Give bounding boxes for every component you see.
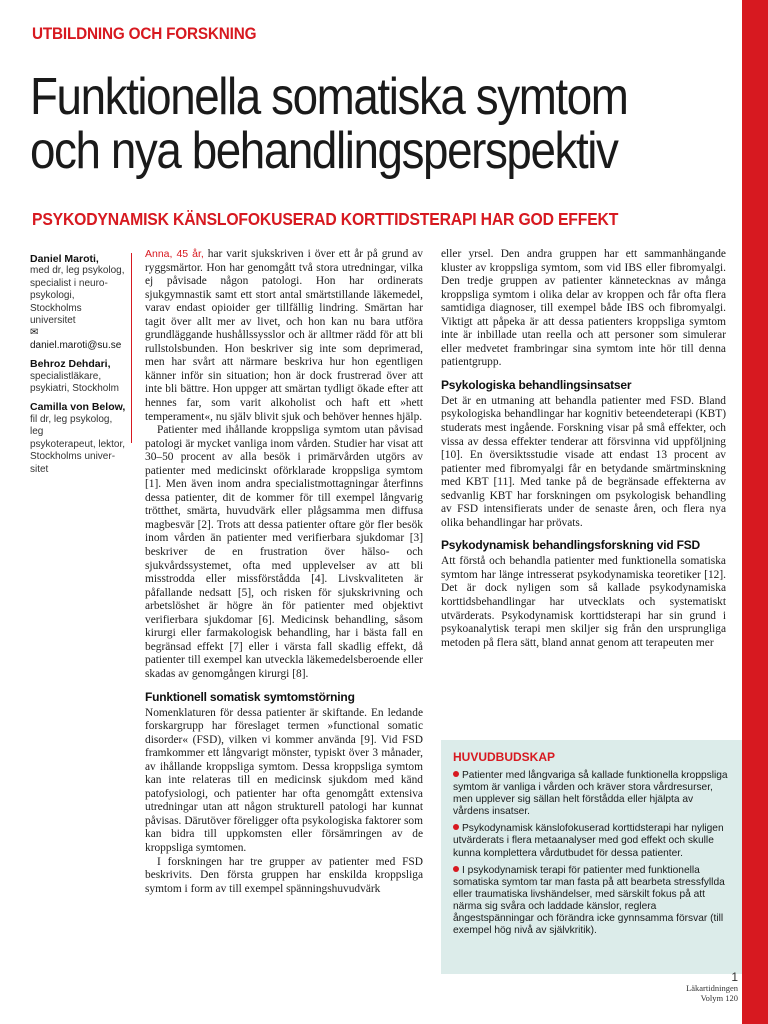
author-name: Behroz Dehdari,: [30, 358, 111, 371]
author-affiliation: med dr, leg psykolog,: [30, 265, 125, 277]
author-list: [30, 253, 128, 482]
key-messages-title: HUVUDBUDSKAP: [453, 750, 556, 764]
key-messages-box: [441, 740, 742, 974]
paragraph: I forskningen har tre grupper av patienter med FSD beskrivits. Den första gruppen har enskilda kroppsliga symtom i form av till exempel spänningshuvudvärk: [145, 855, 423, 895]
paragraph: Att förstå och behandla patienter med funktionella somatiska symtom har länge intresserat psykodynamiska teoretiker [12]. Det är dock nyligen som så kallade psykodynamiska korttidsbehandlingar har utvecklats och systematiskt utvärderats. Psykodynamisk korttidsterapi har sin grund i psykoanalytisk terapi men skiljer sig från den ursprungliga metoden på flera sätt, bland annat genom att terapeuten mer: [441, 555, 726, 649]
key-message-text: Psykodynamisk känslofokuserad korttidsterapi har nyligen utvärderats i flera metaanalyser med god effekt och skulle kunna komplettera vårdutbudet för dessa patienter.: [453, 823, 724, 859]
article-subtitle: PSYKODYNAMISK KÄNSLOFOKUSERAD KORTTIDSTERAPI HAR GOD EFFEKT: [32, 209, 619, 229]
paragraph: Nomenklaturen för dessa patienter är skiftande. En ledande forskargrupp har föreslaget termen »functional somatic disorder« (FSD), vilken vi kommer använda [9]. Vid FSD framkommer ett långvarigt mönster, typiskt över 3 månader, av ihållande kroppsliga symtom. Dessa kroppsliga symtom kan inte relateras till en medicinsk sjukdom med känd patofysiologi, och patienter har ofta genomgått extensiva utredningar utan att någon strukturell patologi har kunnat påvisas. Därutöver föreligger ofta psykologiska faktorer som kan bidra till uppkomsten eller försämringen av de kroppsliga symtomen.: [145, 706, 423, 854]
publication-name: Läkartidningen: [686, 983, 738, 993]
author-affiliation: psykologi, Stockholms: [30, 290, 82, 314]
bullet-icon: [453, 866, 459, 872]
paragraph-text: har varit sjukskriven i över ett år på grund av ryggsmärtor. Hon har genomgått två stora utredningar, vilka ej påvisade någon patologi. Hon har ordinerats sjukgymnastik samt ett stort antal smärtstillande läkemedel, varav endast opioider ger tillfällig lindring. Smärtan har tagit över allt mer av livet, och hon kan nu bara utföra grundläggande hushållssysslor och är alltmer rädd för att bli rullstolsbunden. Hon beskriver sig inte som deprimerad, men har svårt att närmare beskriva hur hon egentligen känner inför sin situation; hon är dock frustrerad över att inte bli bättre. Hon uppger att smärtan tydligt ökade efter att hennes far, som varit alkoholist och haft ett »hett temperament«, nu själv blivit sjuk och behöver hennes hjälp.: [145, 248, 423, 423]
key-message-item: [453, 770, 728, 818]
author-affiliation: sitet: [30, 463, 49, 475]
author-email-link[interactable]: ✉ daniel.maroti@su.se: [30, 327, 122, 351]
author-affiliation: psykoterapeut, lektor,: [30, 438, 126, 450]
page-number: 1: [731, 970, 738, 984]
key-message-item: [453, 865, 728, 938]
author-affiliation: psykiatri, Stockholm: [30, 383, 119, 395]
paragraph: Det är en utmaning att behandla patienter med FSD. Bland psykologiska behandlingar har kognitiv beteendeterapi (KBT) studerats mest ingående. Forskning visar på små effekter, och vissa av dessa effekter tenderar att försvinna vid uppföljning [10]. En översiktsstudie visade att endast 13 procent av patienter med fibromyalgi får en betydande smärtminskning med KBT [11]. Med tanke på de begränsade effekterna av sedvanlig KBT har forskningen om psykologisk behandling av FSD intensifierats under de senaste åren, och flera nya olika behandlingar har prövats.: [441, 394, 726, 529]
section-heading: Funktionell somatisk symtomstörning: [145, 689, 355, 704]
author-affiliation: Stockholms univer-: [30, 451, 116, 463]
section-heading: Psykologiska behandlingsinsatser: [441, 377, 632, 392]
title-line-2: och nya behandlingsperspektiv: [30, 122, 618, 180]
author-email[interactable]: daniel.maroti@su.se: [30, 339, 122, 351]
bullet-icon: [453, 824, 459, 830]
author-affiliation: universitet: [30, 315, 76, 327]
title-line-1: Funktionella somatiska symtom: [30, 68, 628, 126]
author-name: Daniel Maroti,: [30, 253, 99, 265]
article-title: [30, 70, 655, 178]
section-heading: Psykodynamisk behandlingsforskning vid FSD: [441, 538, 700, 553]
author-1: [30, 253, 128, 352]
publication-volume: Volym 120: [700, 992, 738, 1003]
paragraph: [145, 248, 423, 424]
paragraph: Patienter med ihållande kroppsliga symtom utan påvisad patologi är mycket vanliga inom vården. Studier har visat att 30–50 procent av alla besök i primärvården utgörs av patienter med medicinskt oförklarade kroppsliga symtom [1]. Men även inom andra specialistmottagningar återfinns dessa patienter, dit de kommer för till exempel långvarig trötthet, smärta, huvudvärk eller plågsamma men diffusa magbesvär [2]. Trots att dessa patienter oftare gör fler besök inom vården än patienter med verifierbara sjukdomar [3] beskriver de en frustration över hälso- och sjukvårdssystemet, ofta med upplevelser av att bli misstrodda eller missförstådda [4]. Livskvaliteten är påfallande nedsatt [5], och risken för sjukskrivning och arbetslöshet är högre än för patienter med objektivt verifierbara sjukdomar [6]. Medicinsk behandling, såsom kirurgi eller farmakologisk behandling, har i bästa fall en begränsad effekt [7] eller i värsta fall skadlig effekt, då patienter till exempel kan utveckla läkemedelsberoende eller skadas av genomgången kirurgi [8].: [145, 424, 423, 680]
author-2: [30, 358, 128, 395]
key-message-text: I psykodynamisk terapi för patienter med funktionella somatiska symtom tar man fasta på att bearbeta stressfyllda eller traumatiska livshändelser, med särskilt fokus på att närma sig svåra och laddade känslor, reglera ångestspänningar och förändra icke gynnsamma försvar (till exempel hög nivå av självkritik).: [453, 864, 725, 937]
page-footer: [686, 970, 738, 1003]
author-divider: [131, 253, 132, 443]
bullet-icon: [453, 771, 459, 777]
body-column-2: [441, 248, 726, 650]
body-column-1: [145, 248, 423, 896]
key-message-text: Patienter med långvariga så kallade funktionella kroppsliga symtom är vanliga i vården och kräver stora vårdresurser, men upplever sig sällan helt förstådda eller hjälpta av vårdens insatser.: [453, 770, 728, 818]
author-3: [30, 401, 128, 475]
key-message-item: [453, 823, 728, 859]
author-name: Camilla von Below,: [30, 401, 126, 414]
red-edge-bar: [742, 0, 768, 1024]
section-label: UTBILDNING OCH FORSKNING: [32, 24, 257, 43]
author-affiliation: specialist i neuro-: [30, 277, 108, 289]
author-affiliation: fil dr, leg psykolog, leg: [30, 413, 113, 438]
case-lead: Anna, 45 år,: [145, 248, 204, 260]
paragraph: eller yrsel. Den andra gruppen har ett sammanhängande kluster av kroppsliga symtom, som vid IBS eller fibromyalgi. Den tredje gruppen av patienter kännetecknas av många kroppsliga symtom i olika delar av kroppen och får ofta flera samtidiga diagnoser, till exempel både IBS och fibromyalgi. Viktigt att påpeka är att dessa patienters kroppsliga symtom inte är inbillade utan reella och att personer som simulerar eller medvetet frambringar sina symtom inte hör till denna patientgrupp.: [441, 248, 726, 369]
author-affiliation: specialistläkare,: [30, 370, 102, 382]
